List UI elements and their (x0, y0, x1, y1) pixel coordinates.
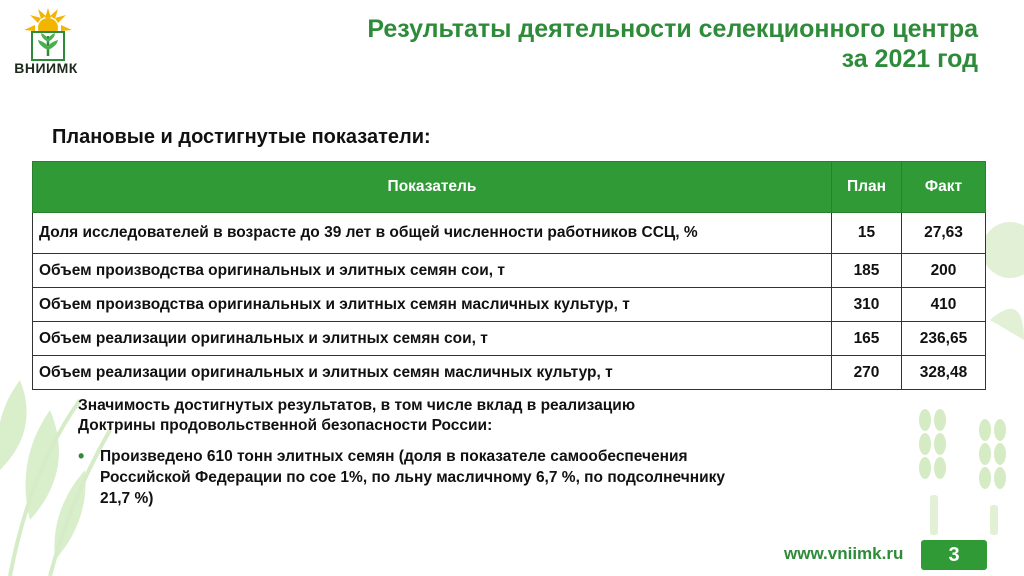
row-fact: 236,65 (902, 322, 986, 356)
row-plan: 270 (832, 356, 902, 390)
row-indicator: Объем производства оригинальных и элитных семян сои, т (33, 254, 832, 288)
table-header-row (33, 162, 986, 213)
table-row (33, 254, 986, 288)
website-link[interactable]: www.vniimk.ru (784, 544, 904, 563)
row-fact: 200 (902, 254, 986, 288)
section-subtitle: Плановые и достигнутые показатели: (52, 126, 431, 148)
table-row (33, 322, 986, 356)
page-title-line1: Результаты деятельности селекционного центра (367, 15, 978, 43)
row-indicator: Объем реализации оригинальных и элитных семян сои, т (33, 322, 832, 356)
row-plan: 165 (832, 322, 902, 356)
header-fact: Факт (902, 162, 986, 213)
row-indicator: Доля исследователей в возрасте до 39 лет в общей численности работников ССЦ, % (33, 213, 832, 254)
wheat-decor-icon (919, 409, 1006, 489)
row-plan: 15 (832, 213, 902, 254)
page-number: 3 (921, 540, 987, 570)
indicators-table (32, 161, 986, 390)
significance-heading (78, 396, 818, 436)
page-title (367, 14, 978, 74)
table-row (33, 213, 986, 254)
bullet-text: Произведено 610 тонн элитных семян (доля в показателе самообеспечения Российской Федерации по сое 1%, по льну масличному 6,7 %, по подсолнечнику 21,7 %) (100, 448, 725, 507)
logo-text: ВНИИМК (14, 60, 78, 76)
row-fact: 328,48 (902, 356, 986, 390)
page-title-line2: за 2021 год (841, 45, 978, 73)
row-indicator: Объем реализации оригинальных и элитных семян масличных культур, т (33, 356, 832, 390)
row-plan: 185 (832, 254, 902, 288)
row-indicator: Объем производства оригинальных и элитных семян масличных культур, т (33, 288, 832, 322)
header-plan: План (832, 162, 902, 213)
table-row (33, 356, 986, 390)
significance-line1: Значимость достигнутых результатов, в том числе вклад в реализацию (78, 397, 636, 414)
header-indicator: Показатель (33, 162, 832, 213)
significance-line2: Доктрины продовольственной безопасности России: (78, 417, 493, 434)
row-fact: 27,63 (902, 213, 986, 254)
row-plan: 310 (832, 288, 902, 322)
table-row (33, 288, 986, 322)
bullet-item (78, 446, 738, 509)
bullet-dot-icon: • (78, 446, 85, 466)
row-fact: 410 (902, 288, 986, 322)
